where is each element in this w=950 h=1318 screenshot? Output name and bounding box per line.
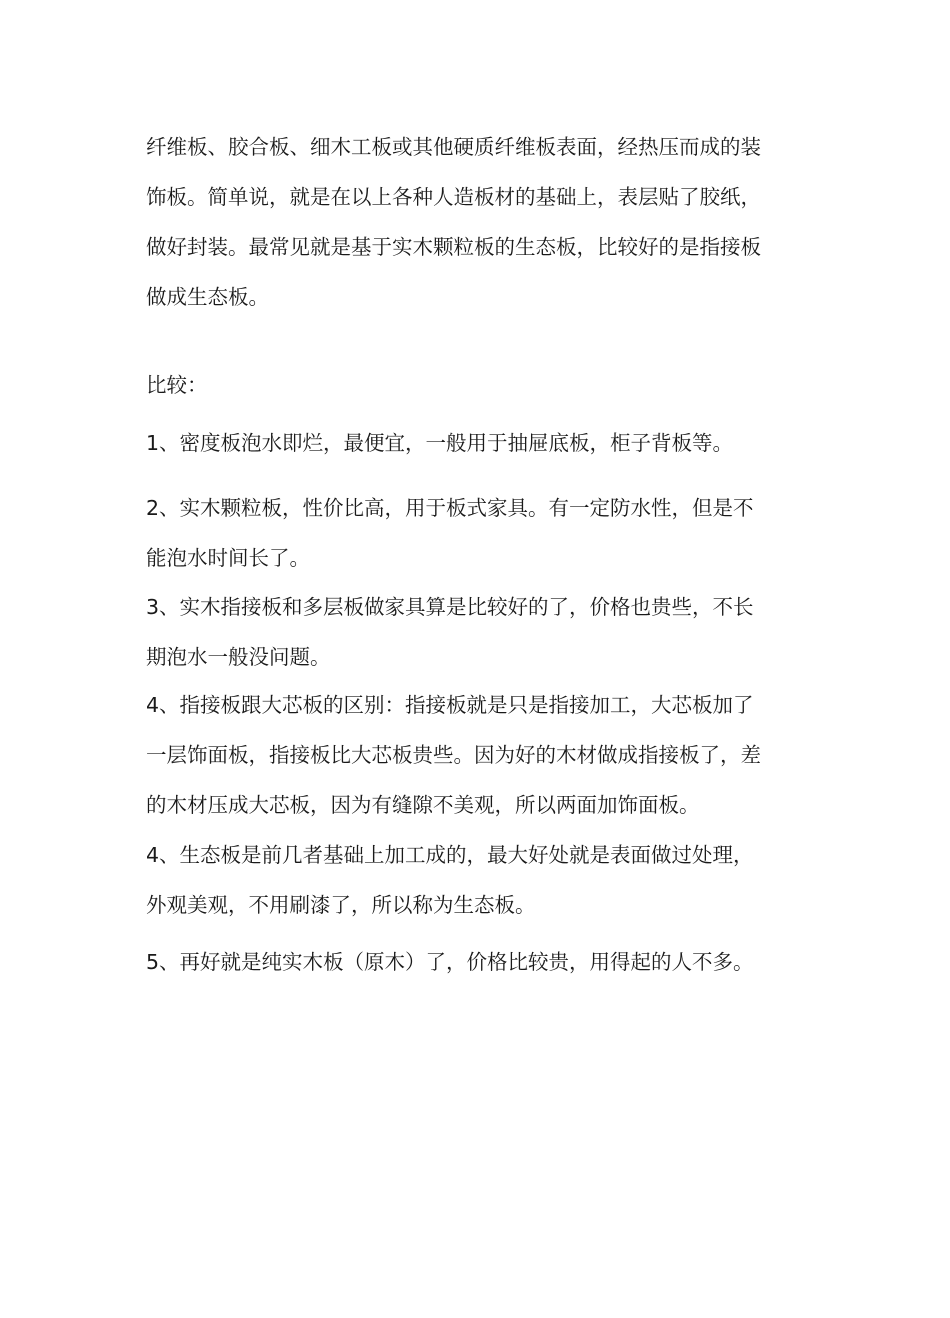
list-item-1	[146, 418, 816, 468]
list-item-5	[146, 830, 816, 930]
intro-line: 做好封装。最常见就是基于实木颗粒板的生态板，比较好的是指接板	[146, 235, 761, 259]
list-item-line: 能泡水时间长了。	[146, 546, 310, 570]
list-item-6	[146, 937, 816, 987]
list-item-line: 期泡水一般没问题。	[146, 645, 331, 669]
list-item-line: 2、实木颗粒板，性价比高，用于板式家具。有一定防水性，但是不	[146, 496, 754, 520]
list-item-4	[146, 680, 816, 830]
intro-line: 纤维板、胶合板、细木工板或其他硬质纤维板表面，经热压而成的装	[146, 135, 761, 159]
intro-paragraph	[146, 122, 816, 322]
list-item-line: 一层饰面板，指接板比大芯板贵些。因为好的木材做成指接板了，差	[146, 743, 761, 767]
list-item-line: 1、密度板泡水即烂，最便宜，一般用于抽屉底板，柜子背板等。	[146, 431, 734, 455]
list-item-3	[146, 582, 816, 682]
list-item-line: 4、生态板是前几者基础上加工成的，最大好处就是表面做过处理，	[146, 843, 754, 867]
list-item-2	[146, 483, 816, 583]
intro-line: 饰板。简单说，就是在以上各种人造板材的基础上，表层贴了胶纸，	[146, 185, 761, 209]
intro-line: 做成生态板。	[146, 285, 269, 309]
compare-heading: 比较：	[146, 373, 208, 397]
list-item-line: 3、实木指接板和多层板做家具算是比较好的了，价格也贵些，不长	[146, 595, 754, 619]
list-item-line: 5、再好就是纯实木板（原木）了，价格比较贵，用得起的人不多。	[146, 950, 754, 974]
list-item-line: 4、指接板跟大芯板的区别：指接板就是只是指接加工，大芯板加了	[146, 693, 754, 717]
list-item-line: 外观美观，不用刷漆了，所以称为生态板。	[146, 893, 536, 917]
list-item-line: 的木材压成大芯板，因为有缝隙不美观，所以两面加饰面板。	[146, 793, 700, 817]
